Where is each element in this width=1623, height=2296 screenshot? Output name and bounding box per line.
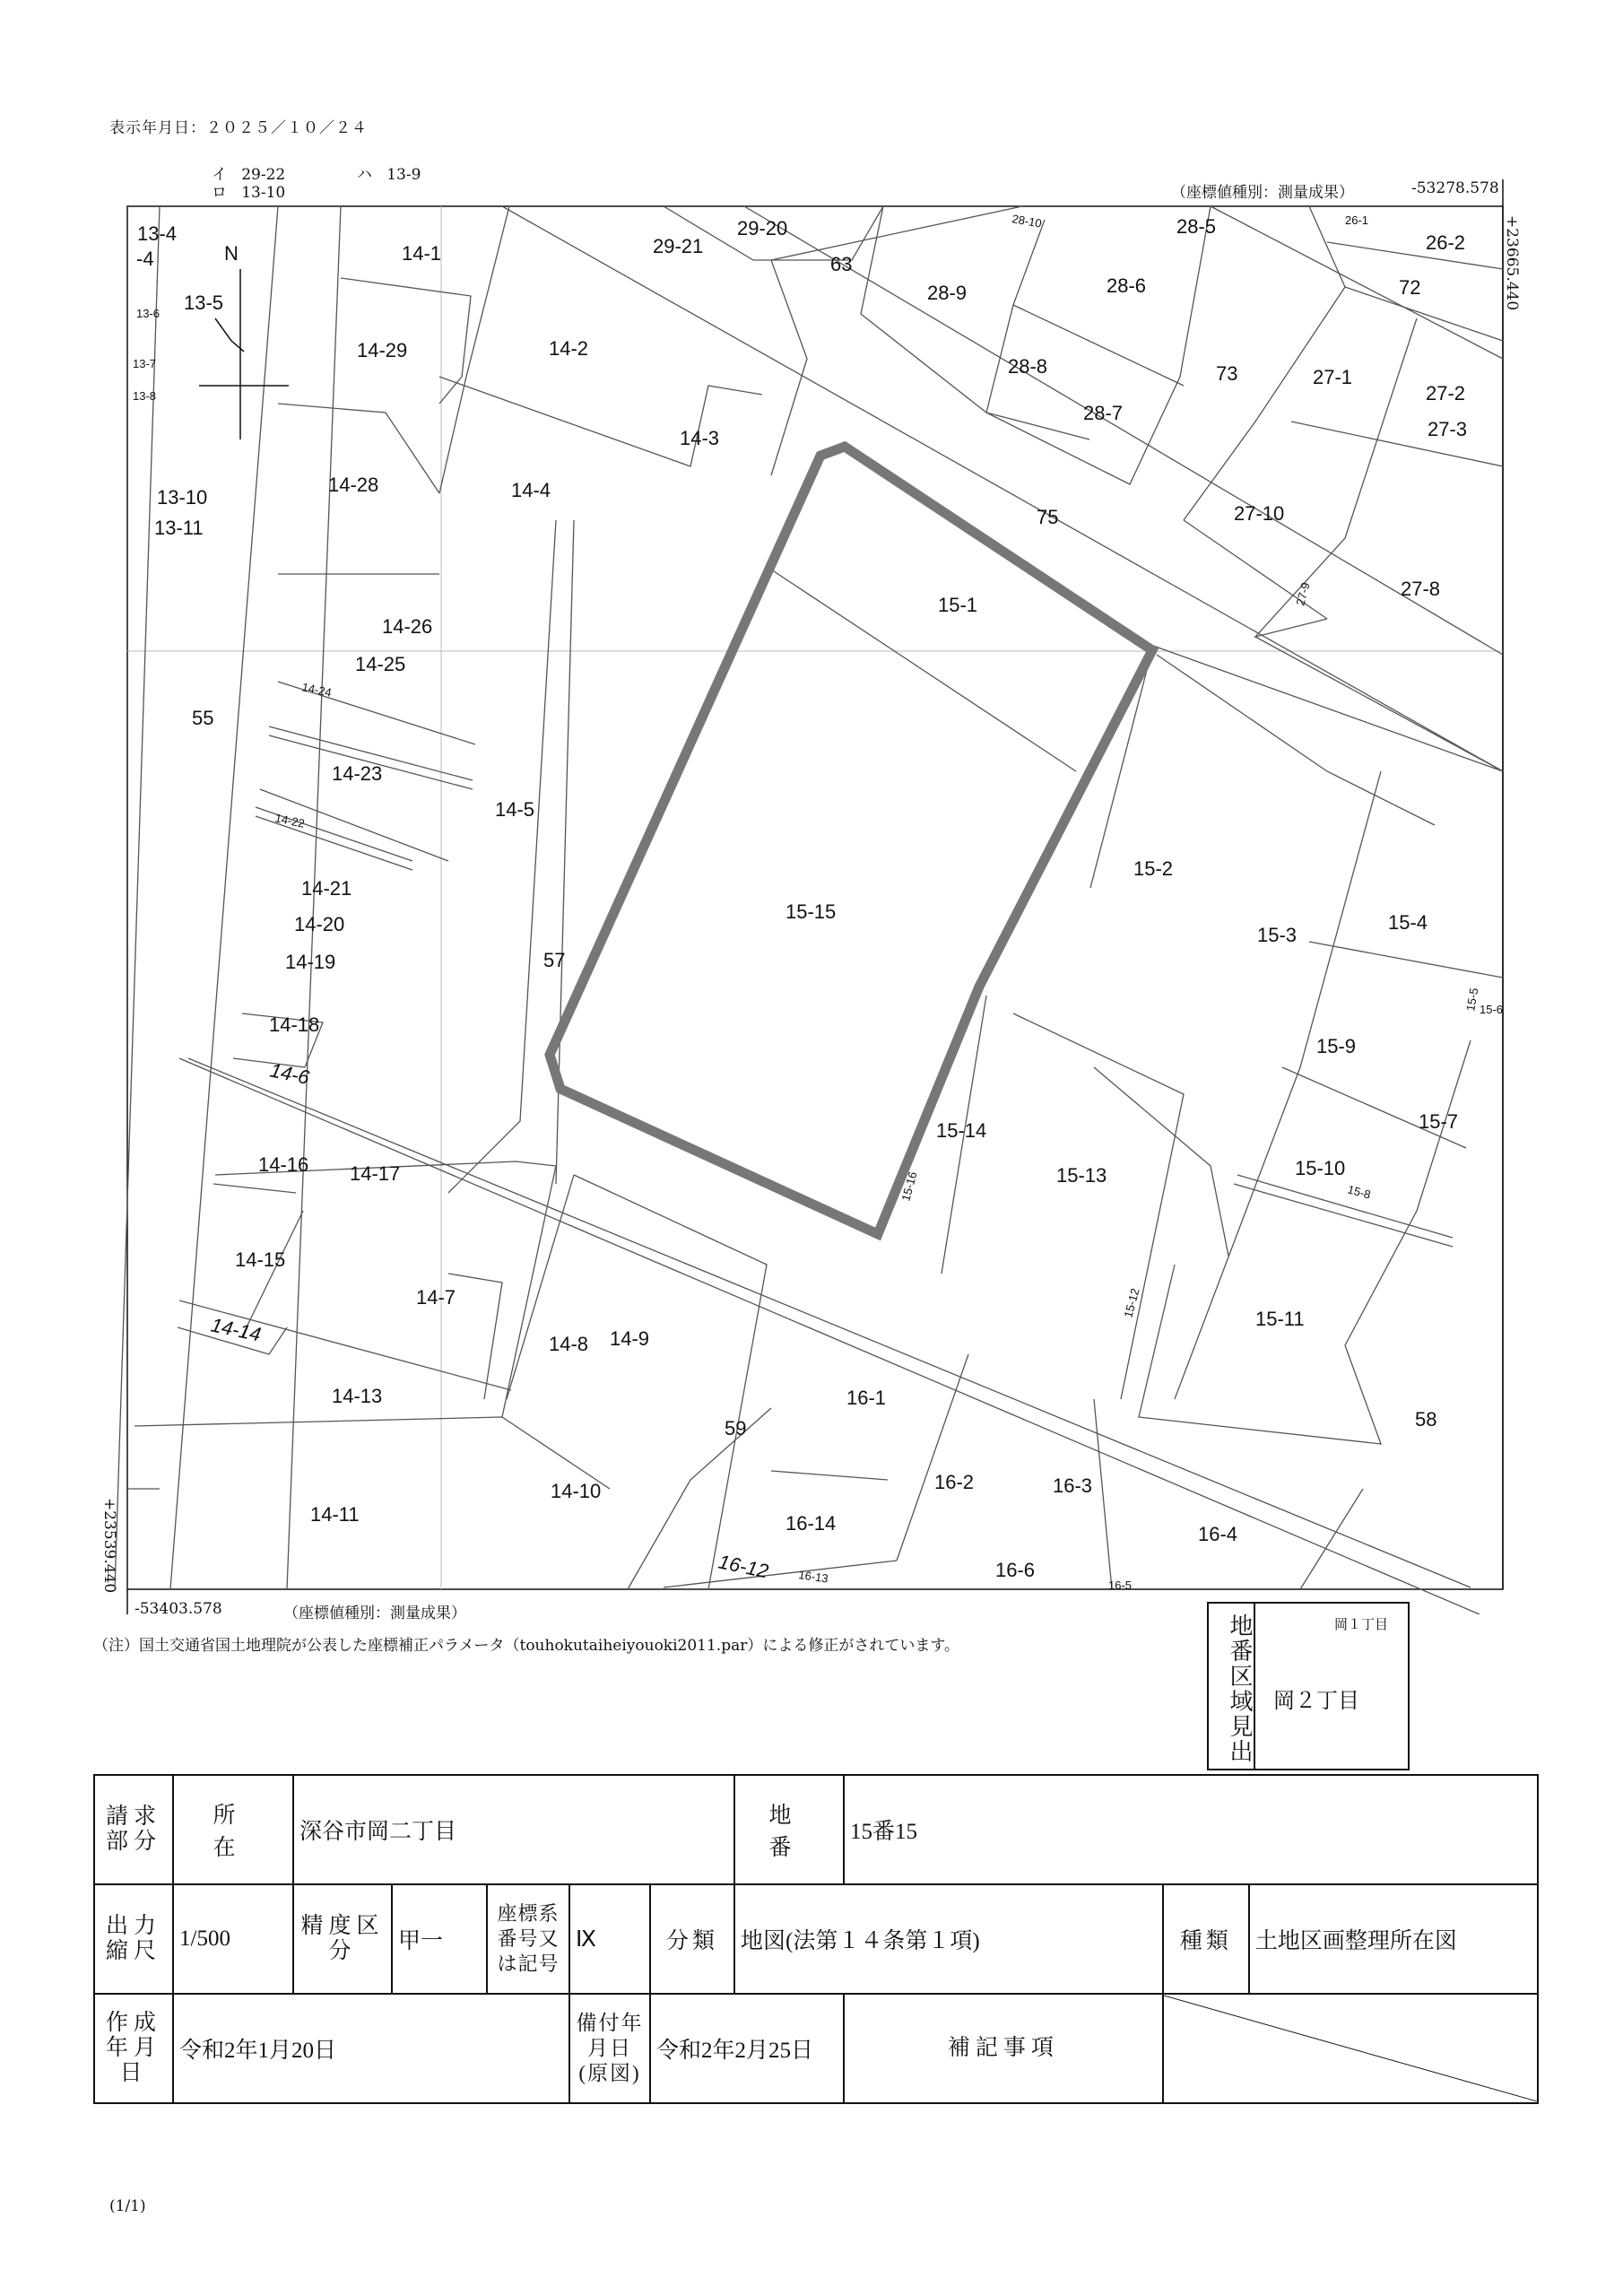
parcel-labels — [133, 212, 1503, 1592]
parcel-label: 15-13 — [1056, 1164, 1107, 1187]
area-small: 岡１丁目 — [1334, 1617, 1389, 1632]
class-value: 地図(法第１４条第１項) — [734, 1884, 1163, 1994]
parcel-label: 16-3 — [1053, 1474, 1093, 1497]
parcel-label: 14-7 — [416, 1286, 456, 1309]
remarks-value — [1163, 1994, 1538, 2103]
parcel-label: 14-16 — [258, 1153, 309, 1176]
parcel-label: 14-4 — [511, 479, 551, 501]
parcel-label: 14-14 — [208, 1313, 264, 1346]
parcel-label: 29-20 — [737, 217, 788, 239]
parcel-label: 14-20 — [294, 913, 345, 935]
parcel-label: 13-10 — [241, 184, 286, 202]
parcel-label: 29-21 — [653, 235, 704, 257]
parcel-label: 13-7 — [133, 357, 157, 370]
scale-value: 1/500 — [173, 1884, 293, 1994]
coord-y-left: +23539.440 — [100, 1498, 118, 1594]
parcel-label: 14-23 — [332, 762, 383, 785]
parcel-label: 28-6 — [1107, 274, 1147, 297]
parcel-label: 27-9 — [1293, 580, 1313, 607]
parcel-label: 14-19 — [285, 951, 336, 973]
parcel-label: 16-6 — [995, 1559, 1036, 1581]
parcel-label: 13-10 — [157, 486, 208, 509]
parcel-label: 14-25 — [355, 653, 406, 675]
furnished-label: 備付年月日(原図) — [569, 1994, 650, 2103]
coord-y-right: +23665.440 — [1503, 215, 1521, 311]
parcel-label: 58 — [1415, 1408, 1437, 1431]
subject-parcel-outline — [550, 447, 1152, 1234]
parcel-label: 28-5 — [1176, 215, 1217, 238]
parcel-label: 14-17 — [350, 1162, 401, 1185]
parcel-label: 14-18 — [269, 1013, 320, 1036]
parcel-label: 14-22 — [273, 811, 307, 831]
lot-label: 地 番 — [734, 1775, 844, 1884]
parcel-label: 27-10 — [1234, 502, 1285, 525]
parcel-label: ハ — [357, 166, 372, 184]
parcel-label: 28-7 — [1083, 402, 1124, 424]
parcel-label: 27-1 — [1313, 366, 1353, 388]
coord-kind-bottom: （座標値種別：測量成果） — [283, 1605, 466, 1622]
parcel-label: 14-9 — [610, 1327, 650, 1350]
parcel-label: 57 — [543, 949, 566, 971]
parcel-label: 14-11 — [310, 1503, 360, 1526]
coord-label: 座標系番号又は記号 — [487, 1884, 569, 1994]
parcel-label: 14-15 — [235, 1248, 286, 1271]
parcel-label: 16-13 — [797, 1568, 829, 1586]
precision-label: 精度区分 — [293, 1884, 392, 1994]
parcel-label: 16-14 — [785, 1512, 837, 1535]
parcel-label: 15-7 — [1419, 1110, 1459, 1133]
parcel-label: 14-28 — [328, 474, 379, 496]
coord-kind-top: （座標値種別：測量成果） — [1171, 184, 1354, 202]
parcel-label: 14-2 — [549, 337, 589, 360]
parcel-label: 27-8 — [1401, 578, 1441, 600]
remarks-label: 補記事項 — [844, 1994, 1163, 2103]
svg-text:-4: -4 — [136, 248, 154, 270]
coord-value: Ⅸ — [569, 1884, 650, 1994]
area-index-title: 地番区域見出 — [1209, 1604, 1255, 1769]
parcel-label: 29-22 — [241, 166, 286, 184]
location-label: 所 在 — [173, 1775, 293, 1884]
parcel-label: 14-6 — [267, 1058, 312, 1090]
parcel-label: 15-8 — [1346, 1182, 1373, 1202]
parcel-label: 55 — [192, 707, 214, 729]
page-number: (1/1) — [109, 2197, 146, 2215]
parcel-label: 28-8 — [1008, 355, 1048, 378]
coord-x-bottom: -53403.578 — [135, 1600, 222, 1618]
display-date: 表示年月日：２０２５／１０／２４ — [109, 119, 368, 137]
parcel-label: 75 — [1037, 506, 1059, 528]
area-index-box — [1207, 1602, 1410, 1770]
parcel-label: 13-4 — [137, 222, 178, 245]
parcel-label: 14-21 — [301, 877, 352, 900]
created-label: 作成年月日 — [94, 1994, 173, 2103]
parcel-label: 14-13 — [332, 1385, 383, 1407]
parcel-label: 15-1 — [938, 594, 978, 616]
parcel-label: 14-1 — [402, 242, 442, 265]
parcel-label: 15-12 — [1121, 1286, 1142, 1319]
parcel-label: 14-8 — [549, 1333, 589, 1355]
parcel-label: 13-11 — [154, 517, 204, 539]
parcel-label: 15-4 — [1388, 911, 1428, 934]
parcel-label: 15-16 — [898, 1170, 920, 1203]
parcel-label: イ — [212, 166, 227, 184]
precision-value: 甲一 — [392, 1884, 487, 1994]
scale-label: 出力縮尺 — [94, 1884, 173, 1994]
location-value: 深谷市岡二丁目 — [293, 1775, 734, 1884]
created-value: 令和2年1月20日 — [173, 1994, 569, 2103]
parcel-label: 14-24 — [300, 680, 334, 700]
parcel-label: 14-29 — [357, 339, 408, 361]
correction-note: （注）国土交通省国土地理院が公表した座標補正パラメータ（touhokutaiheiyouoki2011.par）による修正がされています。 — [93, 1637, 959, 1655]
parcel-label: 59 — [725, 1417, 747, 1439]
parcel-label: 15-10 — [1295, 1157, 1346, 1179]
parcel-label: 26-1 — [1345, 213, 1369, 227]
parcel-label: 28-9 — [927, 282, 968, 304]
parcel-label: 72 — [1399, 276, 1421, 299]
parcel-label: 13-5 — [184, 291, 224, 314]
parcel-label: 16-2 — [934, 1471, 975, 1493]
parcel-label: 27-3 — [1428, 418, 1468, 440]
parcel-label: 15-14 — [936, 1119, 987, 1142]
parcel-label: 16-12 — [716, 1550, 771, 1583]
parcel-label: 13-6 — [136, 307, 161, 320]
parcel-label: 15-2 — [1133, 857, 1174, 880]
parcel-label: 13-9 — [386, 166, 421, 184]
type-value: 土地区画整理所在図 — [1249, 1884, 1538, 1994]
parcel-label: 27-2 — [1426, 382, 1466, 404]
parcel-label: 16-5 — [1108, 1578, 1133, 1592]
parcel-label: 15-3 — [1257, 924, 1298, 946]
parcel-label: 15-6 — [1480, 1003, 1504, 1016]
parcel-label: 28-10 — [1011, 212, 1043, 230]
parcel-label: 15-9 — [1316, 1035, 1357, 1057]
requester-label: 請求部分 — [94, 1775, 173, 1884]
lot-value: 15番15 — [844, 1775, 1538, 1884]
parcel-label: 14-3 — [680, 427, 720, 449]
class-label: 分類 — [650, 1884, 734, 1994]
parcel-label: 26-2 — [1426, 231, 1466, 254]
parcel-label: 14-10 — [551, 1480, 602, 1502]
north-label: N — [224, 242, 239, 265]
parcel-label: 15-15 — [785, 900, 837, 923]
parcel-label: ロ — [212, 184, 227, 202]
coord-x-top: -53278.578 — [1411, 179, 1499, 197]
parcel-label: 16-1 — [846, 1387, 887, 1409]
parcel-label: 73 — [1216, 362, 1238, 385]
furnished-value: 令和2年2月25日 — [650, 1994, 844, 2103]
parcel-label: 13-8 — [133, 389, 157, 403]
parcel-label: 14-5 — [495, 798, 535, 821]
parcel-label: 16-4 — [1198, 1523, 1238, 1545]
parcel-label: 15-5 — [1463, 987, 1481, 1013]
type-label: 種類 — [1163, 1884, 1249, 1994]
parcel-label: 63 — [830, 253, 853, 275]
info-table — [93, 1774, 1539, 2104]
area-main: 岡２丁目 — [1273, 1689, 1359, 1713]
parcel-label: 15-11 — [1255, 1308, 1305, 1330]
parcel-label: 14-26 — [382, 615, 433, 638]
